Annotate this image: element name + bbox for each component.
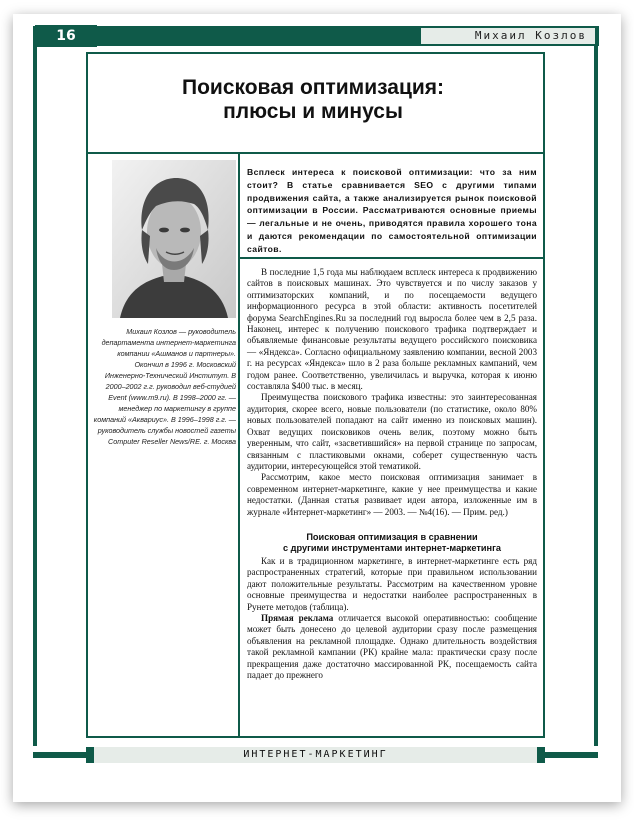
body-paragraph-text: отличается высокой оперативностью: сообщение может быть донесено до целевой аудитории сразу после размещения объявления на рекламной площадке. Однако длительность воздействия такой рекламной кампании (РК) крайне мала: практически сразу после прекращения даже достаточно массированной РК, посещаемость сайта падает до прежнего [247,612,538,680]
author-photo [112,160,236,318]
section-heading-line-1: Поисковая оптимизация в сравнении [306,531,478,542]
right-border-strip [594,46,598,746]
page-number: 16 [35,25,97,47]
magazine-page [13,14,621,802]
title-divider [86,152,545,154]
lead-paragraph: Всплеск интереса к поисковой оптимизации: что за ним стоит? В статье сравнивается SEO с другими типами продвижения сайта, а также анализируется рынок поисковой оптимизации в России. Рассматриваются основные приемы — легальные и не очень, приводятся правила хорошего тона и даются рекомендации по самостоятельной оптимизации сайтов. [247,167,537,254]
body-paragraph: В последние 1,5 года мы наблюдаем всплеск интереса к продвижению сайтов в поисковых машинах. Это чувствуется и по числу заказов у оптимизаторских компаний, и по посещаемости ведущего информационного ресурса в этой области: активность посетителей форума SearchEngines.Ru за последний год выросла более чем в 2,5 раза. Наконец, интерес к получению поискового трафика подтверждает и объявляемые финансовые результаты ведущего российского поисковика — «Яндекса». Согласно официальному заявлению компании, весной 2003 г. на ресурсах «Яндекса» шло в 2 раза больше рекламных кампаний, чем годом ранее. Соответственно, увеличилась и выручка, которая к июню составляла $400 тыс. в месяц. [247,267,537,392]
term-bold: Прямая реклама [261,612,334,623]
body-paragraph [247,613,537,681]
title-line-1: Поисковая оптимизация: [181,76,445,99]
section-heading-line-2: с другими инструментами интернет-маркетинга [282,542,502,553]
lead-divider [238,257,545,259]
author-portrait-image [112,160,236,318]
body-paragraph: Преимущества поискового трафика известны: это заинтересованная аудитория, скорее всего, новые пользователи (по статистике, около 80% новых пользователей попадают на сайт именно из поисковых машин). Охват ведущих поисковиков очень велик, поэтому можно быть уверенным, что сайт, «засветившийся» на первой странице по запросам, связанным с пластиковыми окнами, соберет существенную часть аудитории, интересующейся этой тематикой. [247,392,537,471]
author-caption: Михаил Козлов — руководитель департамента интернет-маркетинга компании «Ашманов и партнеры». Окончил в 1996 г. Московский Инженерно-Технический Институт. В 2000–2002 г.г. руководил веб-студией Event (www.m9.ru). В 1998–2000 гг. — менеджер по маркетингу в группе компаний «Аквариус». В 1996–1998 г.г. — руководитель службы новостей газеты Computer Reseller News/RE. г. Москва [93,327,236,446]
left-border-strip [33,46,37,746]
body-paragraph: Рассмотрим, какое место поисковая оптимизация занимает в современном интернет-маркетинге, какие у нее преимущества и какие недостатки. (Данная статья развивает идеи автора, изложенные им в журнале «Интернет-маркетинг» — 2003. — №4(16). — Прим. ред.) [247,472,537,517]
section-footer: ИНТЕРНЕТ-МАРКЕТИНГ [86,747,545,763]
column-divider [238,152,240,738]
author-name: Михаил Козлов [421,28,595,44]
title-line-2: плюсы и минусы [223,100,403,123]
body-paragraph: Как и в традиционном маркетинге, в интернет-маркетинге есть ряд распространенных стратегий, которые при правильном использовании дают положительные результаты. Рассмотрим на качественном уровне основные преимущества и недостатки наиболее распространенных в Рунете методов (таблица). [247,555,537,612]
article-title [93,76,533,124]
section-heading [247,532,537,554]
article-body [247,267,537,681]
